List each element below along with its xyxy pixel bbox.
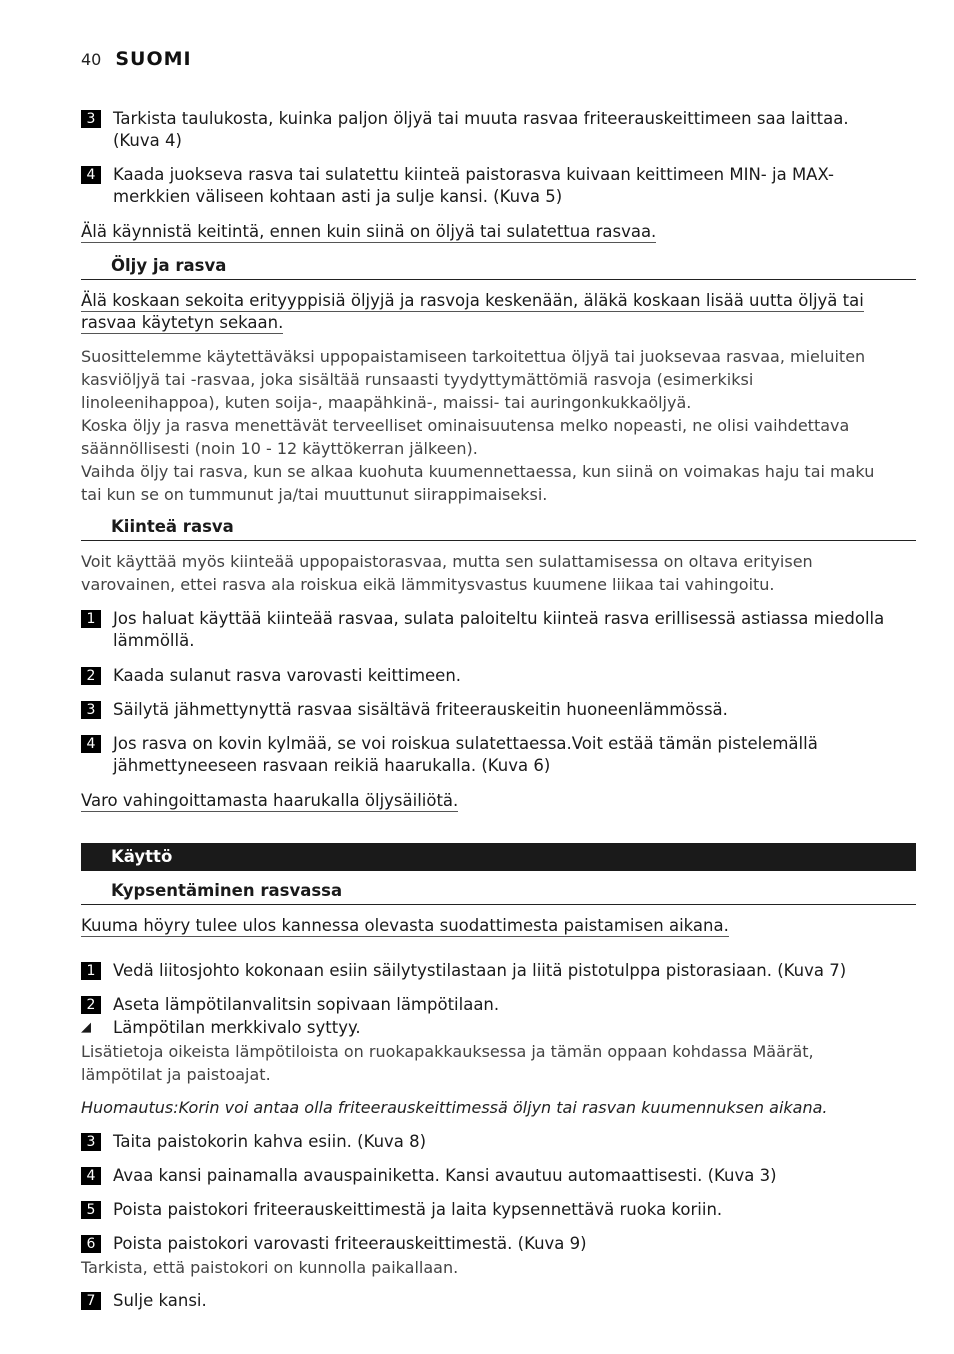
warning-start: Älä käynnistä keitintä, ennen kuin siinä on öljyä tai sulatettua rasvaa. bbox=[81, 222, 657, 241]
step-number: 2 bbox=[81, 667, 101, 685]
use-step-3 bbox=[81, 1131, 886, 1153]
heading-oil: Öljy ja rasva bbox=[81, 256, 916, 280]
step-number: 1 bbox=[81, 610, 101, 628]
page-header bbox=[81, 48, 192, 70]
oil-paragraph-1: Suosittelemme käytettäväksi uppopaistamiseen tarkoitettua öljyä tai juoksevaa rasvaa, mieluiten kasviöljyä tai -rasvaa, joka sisältää runsaasti tyydyttymättömiä rasvoja (esimerkiksi linoleenihappoa), kuten soija-, maapähkinä-, maissi- tai auringonkukkaöljyä. bbox=[81, 347, 866, 412]
step-text: Tarkista taulukosta, kuinka paljon öljyä tai muuta rasvaa friteerauskeittimeen saa laittaa. (Kuva 4) bbox=[113, 109, 849, 150]
bullet-text: Lämpötilan merkkivalo syttyy. bbox=[113, 1018, 361, 1037]
step-3-top bbox=[81, 108, 886, 152]
step-text: Poista paistokori varovasti friteerauskeittimestä. (Kuva 9) bbox=[113, 1234, 587, 1253]
step-text: Kaada sulanut rasva varovasti keittimeen. bbox=[113, 666, 462, 685]
result-bullet bbox=[81, 1017, 886, 1039]
solid-step-1 bbox=[81, 608, 886, 652]
language-title: SUOMI bbox=[115, 48, 192, 70]
solid-step-4 bbox=[81, 733, 886, 777]
step-text: Poista paistokori friteerauskeittimestä ja laita kypsennettävä ruoka koriin. bbox=[113, 1200, 723, 1219]
oil-paragraph-2: Koska öljy ja rasva menettävät terveelliset ominaisuutensa melko nopeasti, ne olisi vaihdettava säännöllisesti (noin 10 - 12 käyttökerran jälkeen). bbox=[81, 416, 850, 458]
warning-oil: Älä koskaan sekoita erityyppisiä öljyjä ja rasvoja keskenään, äläkä koskaan lisää uutta öljyä tai rasvaa käytetyn sekaan. bbox=[81, 291, 864, 332]
step-number: 4 bbox=[81, 735, 101, 753]
oil-paragraph-3: Vaihda öljy tai rasva, kun se alkaa kuohuta kuumennettaessa, kun siinä on voimakas haju tai maku tai kun se on tummunut ja/tai muuttunut siirappimaiseksi. bbox=[81, 462, 875, 504]
solid-step-3 bbox=[81, 699, 886, 721]
step-number: 6 bbox=[81, 1235, 101, 1253]
step-text: Taita paistokorin kahva esiin. (Kuva 8) bbox=[113, 1132, 427, 1151]
step-text: Aseta lämpötilanvalitsin sopivaan lämpötilaan. bbox=[113, 995, 500, 1014]
step-text: Kaada juokseva rasva tai sulatettu kiinteä paistorasva kuivaan keittimeen MIN- ja MAX-merkkien väliseen kohtaan asti ja sulje kansi. (Kuva 5) bbox=[113, 165, 834, 206]
use-step-1 bbox=[81, 960, 886, 982]
note-basket: Huomautus:Korin voi antaa olla friteerauskeittimessä öljyn tai rasvan kuumennuksen aikana. bbox=[81, 1098, 828, 1117]
use-step-7 bbox=[81, 1290, 886, 1312]
step-4-top bbox=[81, 164, 886, 208]
result-triangle-icon: ◢ bbox=[81, 1020, 91, 1035]
step-number: 1 bbox=[81, 962, 101, 980]
use-step-4 bbox=[81, 1165, 886, 1187]
step-text: Sulje kansi. bbox=[113, 1291, 207, 1310]
step-text: Säilytä jähmettynyttä rasvaa sisältävä friteerauskeitin huoneenlämmössä. bbox=[113, 700, 728, 719]
step-text: Jos haluat käyttää kiinteää rasvaa, sulata paloiteltu kiinteä rasva erillisessä astiassa miedolla lämmöllä. bbox=[113, 609, 885, 650]
step-number: 2 bbox=[81, 996, 101, 1014]
step-number: 3 bbox=[81, 701, 101, 719]
step-number: 3 bbox=[81, 1133, 101, 1151]
heading-frying: Kypsentäminen rasvassa bbox=[81, 881, 916, 905]
step-number: 4 bbox=[81, 166, 101, 184]
step-number: 3 bbox=[81, 110, 101, 128]
step-text: Jos rasva on kovin kylmää, se voi roiskua sulatettaessa.Voit estää tämän pistelemällä jähmettyneeseen rasvaan reikiä haarukalla. (Kuva 6) bbox=[113, 734, 818, 775]
oil-body bbox=[81, 345, 886, 506]
step-number: 7 bbox=[81, 1292, 101, 1310]
section-band-use: Käyttö bbox=[81, 843, 916, 871]
step-number: 4 bbox=[81, 1167, 101, 1185]
warning-steam: Kuuma höyry tulee ulos kannessa olevasta suodattimesta paistamisen aikana. bbox=[81, 916, 729, 935]
use-step-6 bbox=[81, 1233, 886, 1255]
solid-body: Voit käyttää myös kiinteää uppopaistorasvaa, mutta sen sulattamisessa on oltava erityisen varovainen, ettei rasva ala roiskua eikä lämmitysvastus kuumene liikaa tai vahingoitu. bbox=[81, 552, 813, 594]
use-step-2 bbox=[81, 994, 886, 1016]
temperature-info: Lisätietoja oikeista lämpötiloista on ruokapakkauksessa ja tämän oppaan kohdassa Määrät, lämpötilat ja paistoajat. bbox=[81, 1042, 814, 1084]
use-step-5 bbox=[81, 1199, 886, 1221]
step-number: 5 bbox=[81, 1201, 101, 1219]
step-text: Vedä liitosjohto kokonaan esiin säilytystilastaan ja liitä pistotulppa pistorasiaan. (Kuva 7) bbox=[113, 961, 847, 980]
warning-fork: Varo vahingoittamasta haarukalla öljysäiliötä. bbox=[81, 791, 459, 810]
step-text: Avaa kansi painamalla avauspainiketta. Kansi avautuu automaattisesti. (Kuva 3) bbox=[113, 1166, 777, 1185]
page-number: 40 bbox=[81, 50, 102, 69]
solid-step-2 bbox=[81, 665, 886, 687]
heading-solid: Kiinteä rasva bbox=[81, 517, 916, 541]
basket-check: Tarkista, että paistokori on kunnolla paikallaan. bbox=[81, 1258, 459, 1277]
